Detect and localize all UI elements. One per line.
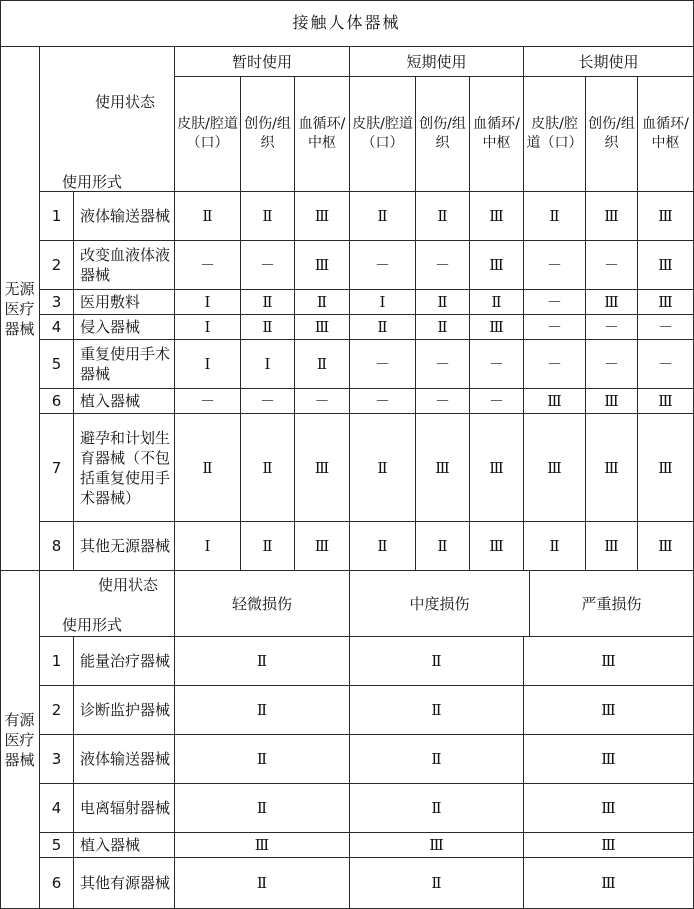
- class-value: Ⅱ: [241, 290, 295, 315]
- class-value: Ⅱ: [175, 637, 350, 686]
- class-value: －: [638, 315, 694, 340]
- row-number: 3: [40, 735, 74, 784]
- class-value: Ⅱ: [524, 522, 586, 571]
- class-value: Ⅲ: [586, 192, 638, 241]
- device-name: 其他无源器械: [74, 522, 175, 571]
- class-value: Ⅲ: [524, 637, 694, 686]
- class-value: Ⅱ: [524, 192, 586, 241]
- class-value: Ⅲ: [295, 241, 350, 290]
- class-value: Ⅲ: [524, 735, 694, 784]
- device-name: 液体输送器械: [74, 735, 175, 784]
- active-state-label: 使用状态: [98, 576, 159, 594]
- class-value: Ⅱ: [241, 522, 295, 571]
- row-number: 4: [40, 784, 74, 833]
- class-value: Ⅱ: [295, 290, 350, 315]
- class-value: Ⅲ: [350, 833, 524, 858]
- class-value: Ⅲ: [524, 833, 694, 858]
- class-value: Ⅱ: [350, 784, 524, 833]
- contact-header: 血循环/中枢: [470, 77, 524, 192]
- class-value: Ⅱ: [175, 414, 241, 522]
- device-name: 诊断监护器械: [74, 686, 175, 735]
- class-value: Ⅲ: [295, 414, 350, 522]
- class-value: Ⅲ: [586, 414, 638, 522]
- row-number: 5: [40, 833, 74, 858]
- device-name: 其他有源器械: [74, 858, 175, 909]
- class-value: －: [241, 241, 295, 290]
- class-value: Ⅱ: [241, 192, 295, 241]
- class-value: Ⅱ: [350, 522, 416, 571]
- class-value: Ⅱ: [350, 858, 524, 909]
- passive-header-corner: [40, 47, 175, 192]
- device-name: 植入器械: [74, 833, 175, 858]
- contact-header: 创伤/组织: [586, 77, 638, 192]
- class-value: Ⅱ: [350, 315, 416, 340]
- device-name: 侵入器械: [74, 315, 175, 340]
- class-value: －: [350, 389, 416, 414]
- active-group-label: 有源医疗器械: [0, 571, 40, 909]
- passive-state-label: 使用状态: [95, 93, 156, 111]
- class-value: Ⅱ: [175, 784, 350, 833]
- class-value: Ⅲ: [470, 241, 524, 290]
- contact-header: 皮肤/腔道（口）: [175, 77, 241, 192]
- row-number: 2: [40, 241, 74, 290]
- class-value: －: [524, 241, 586, 290]
- class-value: Ⅱ: [350, 735, 524, 784]
- row-number: 7: [40, 414, 74, 522]
- class-value: －: [524, 340, 586, 389]
- row-number: 8: [40, 522, 74, 571]
- class-value: －: [586, 340, 638, 389]
- contact-header: 血循环/中枢: [638, 77, 694, 192]
- class-value: Ⅱ: [350, 192, 416, 241]
- device-name: 植入器械: [74, 389, 175, 414]
- class-value: Ⅲ: [295, 522, 350, 571]
- class-value: Ⅲ: [586, 522, 638, 571]
- contact-header: 皮肤/腔道（口）: [350, 77, 416, 192]
- class-value: －: [638, 340, 694, 389]
- device-name: 电离辐射器械: [74, 784, 175, 833]
- severity-header: 轻微损伤: [175, 571, 350, 637]
- row-number: 6: [40, 389, 74, 414]
- class-value: Ⅲ: [470, 192, 524, 241]
- class-value: －: [470, 389, 524, 414]
- row-number: 1: [40, 192, 74, 241]
- row-number: 3: [40, 290, 74, 315]
- class-value: Ⅲ: [524, 414, 586, 522]
- contact-header: 皮肤/腔道（口）: [524, 77, 586, 192]
- class-value: Ⅰ: [241, 340, 295, 389]
- class-value: Ⅲ: [175, 833, 350, 858]
- table-title: 接触人体器械: [0, 0, 694, 47]
- class-value: Ⅱ: [175, 858, 350, 909]
- class-value: －: [175, 241, 241, 290]
- device-name: 液体输送器械: [74, 192, 175, 241]
- class-value: Ⅱ: [350, 686, 524, 735]
- class-value: －: [350, 340, 416, 389]
- class-value: Ⅲ: [638, 414, 694, 522]
- passive-group-label: 无源医疗器械: [0, 47, 40, 571]
- class-value: －: [524, 290, 586, 315]
- class-value: Ⅲ: [295, 192, 350, 241]
- class-value: Ⅲ: [470, 315, 524, 340]
- class-value: Ⅱ: [416, 315, 470, 340]
- class-value: Ⅱ: [416, 192, 470, 241]
- active-header-corner: [40, 571, 175, 637]
- class-value: －: [586, 241, 638, 290]
- class-value: Ⅲ: [470, 522, 524, 571]
- class-value: －: [241, 389, 295, 414]
- class-value: －: [524, 315, 586, 340]
- class-value: －: [295, 389, 350, 414]
- row-number: 4: [40, 315, 74, 340]
- passive-form-label: 使用形式: [62, 173, 123, 191]
- device-name: 避孕和计划生育器械（不包括重复使用手术器械）: [74, 414, 175, 522]
- class-value: －: [470, 340, 524, 389]
- class-value: Ⅲ: [524, 784, 694, 833]
- class-value: Ⅲ: [295, 315, 350, 340]
- class-value: Ⅲ: [470, 414, 524, 522]
- class-value: Ⅱ: [295, 340, 350, 389]
- class-value: Ⅲ: [524, 858, 694, 909]
- class-value: Ⅲ: [638, 389, 694, 414]
- row-number: 6: [40, 858, 74, 909]
- class-value: Ⅲ: [416, 414, 470, 522]
- duration-header: 长期使用: [524, 47, 694, 77]
- class-value: Ⅰ: [175, 340, 241, 389]
- class-value: Ⅱ: [416, 290, 470, 315]
- class-value: －: [586, 315, 638, 340]
- class-value: Ⅱ: [175, 686, 350, 735]
- class-value: －: [350, 241, 416, 290]
- device-name: 重复使用手术器械: [74, 340, 175, 389]
- duration-header: 暂时使用: [175, 47, 350, 77]
- class-value: Ⅰ: [175, 290, 241, 315]
- class-value: Ⅲ: [586, 290, 638, 315]
- row-number: 5: [40, 340, 74, 389]
- class-value: Ⅲ: [524, 686, 694, 735]
- class-value: Ⅰ: [350, 290, 416, 315]
- class-value: Ⅰ: [175, 315, 241, 340]
- class-value: Ⅲ: [524, 389, 586, 414]
- class-value: －: [416, 340, 470, 389]
- class-value: Ⅲ: [586, 389, 638, 414]
- device-name: 医用敷料: [74, 290, 175, 315]
- severity-header: 严重损伤: [530, 571, 694, 637]
- contact-header: 血循环/中枢: [295, 77, 350, 192]
- device-name: 改变血液体液器械: [74, 241, 175, 290]
- class-value: Ⅱ: [350, 637, 524, 686]
- class-value: Ⅲ: [638, 241, 694, 290]
- class-value: Ⅱ: [416, 522, 470, 571]
- class-value: Ⅰ: [175, 522, 241, 571]
- contact-header: 创伤/组织: [241, 77, 295, 192]
- class-value: －: [416, 241, 470, 290]
- class-value: Ⅱ: [175, 192, 241, 241]
- class-value: Ⅱ: [350, 414, 416, 522]
- duration-header: 短期使用: [350, 47, 524, 77]
- device-name: 能量治疗器械: [74, 637, 175, 686]
- class-value: Ⅱ: [470, 290, 524, 315]
- severity-header: 中度损伤: [350, 571, 530, 637]
- class-value: －: [416, 389, 470, 414]
- row-number: 1: [40, 637, 74, 686]
- contact-header: 创伤/组织: [416, 77, 470, 192]
- class-value: Ⅱ: [241, 414, 295, 522]
- class-value: Ⅲ: [638, 522, 694, 571]
- active-form-label: 使用形式: [62, 616, 123, 634]
- class-value: －: [175, 389, 241, 414]
- row-number: 2: [40, 686, 74, 735]
- class-value: Ⅱ: [241, 315, 295, 340]
- class-value: Ⅲ: [638, 290, 694, 315]
- class-value: Ⅲ: [638, 192, 694, 241]
- class-value: Ⅱ: [175, 735, 350, 784]
